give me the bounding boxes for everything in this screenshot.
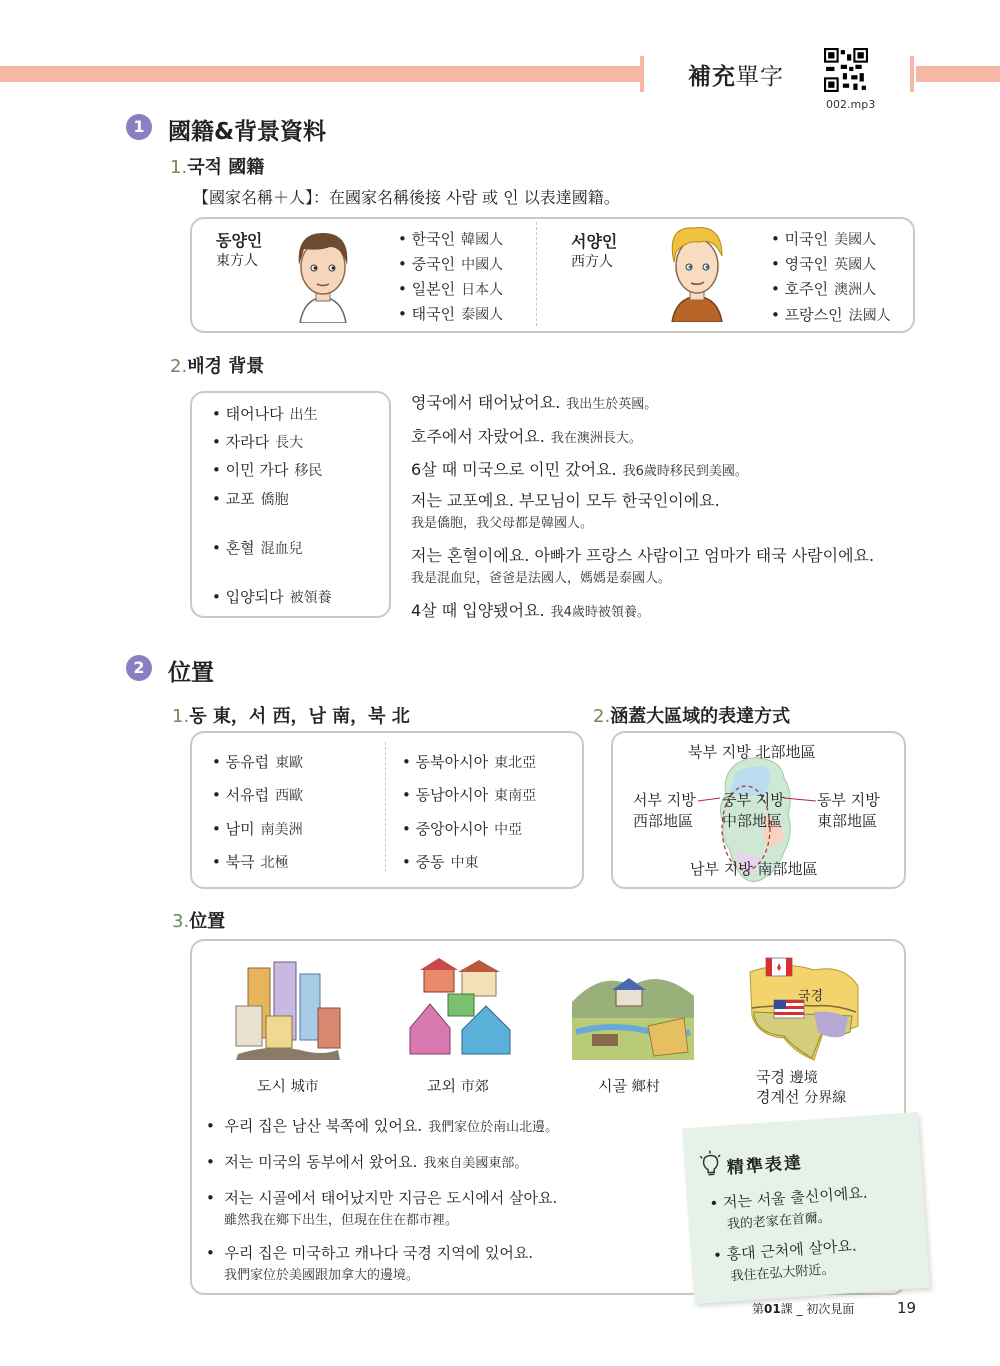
leader-lines bbox=[690, 795, 820, 807]
list-item: • 일본인 日本人 bbox=[398, 280, 504, 298]
divider bbox=[536, 222, 537, 326]
example-sentence: 4살 때 입양됐어요. 我4歲時被領養。 bbox=[411, 601, 650, 620]
region-west-ko: 서부 지방 bbox=[633, 791, 696, 809]
header-title: 補充單字 bbox=[688, 64, 784, 90]
region-center-zh: 中部地區 bbox=[722, 812, 783, 830]
list-item: • 영국인 英國人 bbox=[771, 255, 877, 273]
west-label-zh: 西方人 bbox=[571, 254, 613, 270]
region-south: 남부 지방 南部地區 bbox=[690, 860, 818, 878]
page-number: 19 bbox=[897, 1299, 917, 1317]
east-label-ko: 동양인 bbox=[216, 231, 263, 250]
subsection-title: 3.位置 bbox=[172, 911, 226, 932]
caption-city: 도시 城市 bbox=[257, 1077, 319, 1095]
footer-lesson: 第01課 _ 初次見面 bbox=[752, 1302, 855, 1316]
border-map-illustration bbox=[744, 956, 862, 1064]
example-sentence: 호주에서 자랐어요. 我在澳洲長大。 bbox=[411, 427, 642, 446]
list-item: • 동유럽 東歐 bbox=[212, 753, 304, 771]
suburb-illustration bbox=[402, 958, 522, 1060]
caption-border: 국경 邊境 bbox=[756, 1068, 818, 1086]
section-title: 國籍&背景資料 bbox=[168, 119, 327, 145]
list-item: • 입양되다 被領養 bbox=[212, 588, 332, 606]
example-sentence: 저는 교포예요. 부모님이 모두 한국인이에요. bbox=[411, 491, 720, 510]
list-item: • 교포 僑胞 bbox=[212, 490, 289, 508]
list-item: • 호주인 澳洲人 bbox=[771, 280, 877, 298]
list-item: • 태어나다 出生 bbox=[212, 405, 318, 423]
region-east-zh: 東部地區 bbox=[817, 812, 878, 830]
tip-item: • 저는 서울 출신이에요. bbox=[708, 1183, 869, 1213]
divider bbox=[385, 742, 386, 872]
nationality-rule: 【國家名稱＋人】：在國家名稱後接 사람 或 인 以表達國籍。 bbox=[193, 188, 620, 207]
city-illustration bbox=[230, 958, 350, 1060]
example-sentence: • 저는 시골에서 태어났지만 지금은 도시에서 살아요. bbox=[206, 1189, 558, 1207]
section-title: 位置 bbox=[168, 660, 214, 686]
list-item: • 혼혈 混血兒 bbox=[212, 539, 303, 557]
tip-item: • 홍대 근처에 살아요. bbox=[712, 1236, 858, 1265]
caption-countryside: 시골 鄉村 bbox=[598, 1077, 660, 1095]
list-item: • 이민 가다 移民 bbox=[212, 461, 323, 479]
countryside-illustration bbox=[572, 962, 694, 1060]
qr-code-icon[interactable] bbox=[824, 48, 868, 92]
western-man-illustration bbox=[664, 222, 730, 322]
tip-item-zh: 我的老家在首爾。 bbox=[726, 1210, 832, 1233]
example-sentence: • 우리 집은 남산 북쪽에 있어요. 我們家位於南山北邊。 bbox=[206, 1117, 559, 1135]
west-label-ko: 서양인 bbox=[571, 232, 618, 251]
example-sentence-zh: 我是混血兒，爸爸是法國人，媽媽是泰國人。 bbox=[411, 571, 672, 586]
tip-note bbox=[682, 1112, 930, 1304]
list-item: • 프랑스인 法國人 bbox=[771, 306, 891, 324]
example-sentence: • 우리 집은 미국하고 캐나다 국경 지역에 있어요. bbox=[206, 1244, 534, 1262]
lightbulb-icon bbox=[698, 1150, 724, 1178]
header-band-left bbox=[0, 66, 640, 82]
list-item: • 서유럽 西歐 bbox=[212, 786, 304, 804]
tip-title: 精準表達 bbox=[726, 1153, 804, 1179]
example-sentence-zh: 我是僑胞，我父母都是韓國人。 bbox=[411, 516, 594, 531]
list-item: • 중동 中東 bbox=[402, 853, 479, 871]
example-sentence-zh: 我們家位於美國跟加拿大的邊境。 bbox=[224, 1268, 420, 1283]
list-item: • 자라다 長大 bbox=[212, 433, 304, 451]
subsection-title: 2.涵蓋大區域的表達方式 bbox=[593, 706, 791, 727]
map-border-label: 국경 bbox=[798, 989, 824, 1004]
list-item: • 중앙아시아 中亞 bbox=[402, 820, 523, 838]
example-sentence: 영국에서 태어났어요. 我出生於英國。 bbox=[411, 393, 658, 412]
example-sentence: 6살 때 미국으로 이민 갔어요. 我6歲時移民到美國。 bbox=[411, 460, 748, 479]
header-band-right bbox=[916, 66, 1000, 82]
region-east-ko: 동부 지방 bbox=[817, 791, 880, 809]
section-number-badge: 1 bbox=[126, 114, 152, 140]
list-item: • 한국인 韓國人 bbox=[398, 230, 504, 248]
list-item: • 동북아시아 東北亞 bbox=[402, 753, 537, 771]
subsection-title: 1.국적 國籍 bbox=[170, 157, 265, 178]
list-item: • 북극 北極 bbox=[212, 853, 289, 871]
list-item: • 중국인 中國人 bbox=[398, 255, 504, 273]
header-band-tick-right bbox=[910, 56, 914, 92]
region-west-zh: 西部地區 bbox=[633, 812, 694, 830]
section-number-badge: 2 bbox=[126, 655, 152, 681]
header-band-tick-left bbox=[640, 56, 644, 92]
list-item: • 남미 南美洲 bbox=[212, 820, 303, 838]
audio-file-label: 002.mp3 bbox=[826, 98, 876, 111]
region-center-ko: 중부 지방 bbox=[722, 791, 785, 809]
example-sentence: • 저는 미국의 동부에서 왔어요. 我來自美國東部。 bbox=[206, 1153, 528, 1171]
list-item: • 동남아시아 東南亞 bbox=[402, 786, 537, 804]
example-sentence: 저는 혼혈이에요. 아빠가 프랑스 사람이고 엄마가 태국 사람이에요. bbox=[411, 546, 875, 565]
caption-suburb: 교외 市郊 bbox=[427, 1077, 489, 1095]
list-item: • 태국인 泰國人 bbox=[398, 305, 504, 323]
asian-man-illustration bbox=[290, 225, 356, 323]
tip-item-zh: 我住在弘大附近。 bbox=[730, 1262, 835, 1285]
subsection-title: 1.동 東，서 西，남 南，북 北 bbox=[172, 706, 410, 727]
caption-boundary: 경계선 分界線 bbox=[756, 1088, 847, 1106]
list-item: • 미국인 美國人 bbox=[771, 230, 877, 248]
region-north: 북부 지방 北部地區 bbox=[688, 743, 816, 761]
east-label-zh: 東方人 bbox=[216, 253, 258, 269]
subsection-title: 2.배경 背景 bbox=[170, 356, 265, 377]
example-sentence-zh: 雖然我在鄉下出生，但現在住在都市裡。 bbox=[224, 1213, 459, 1228]
